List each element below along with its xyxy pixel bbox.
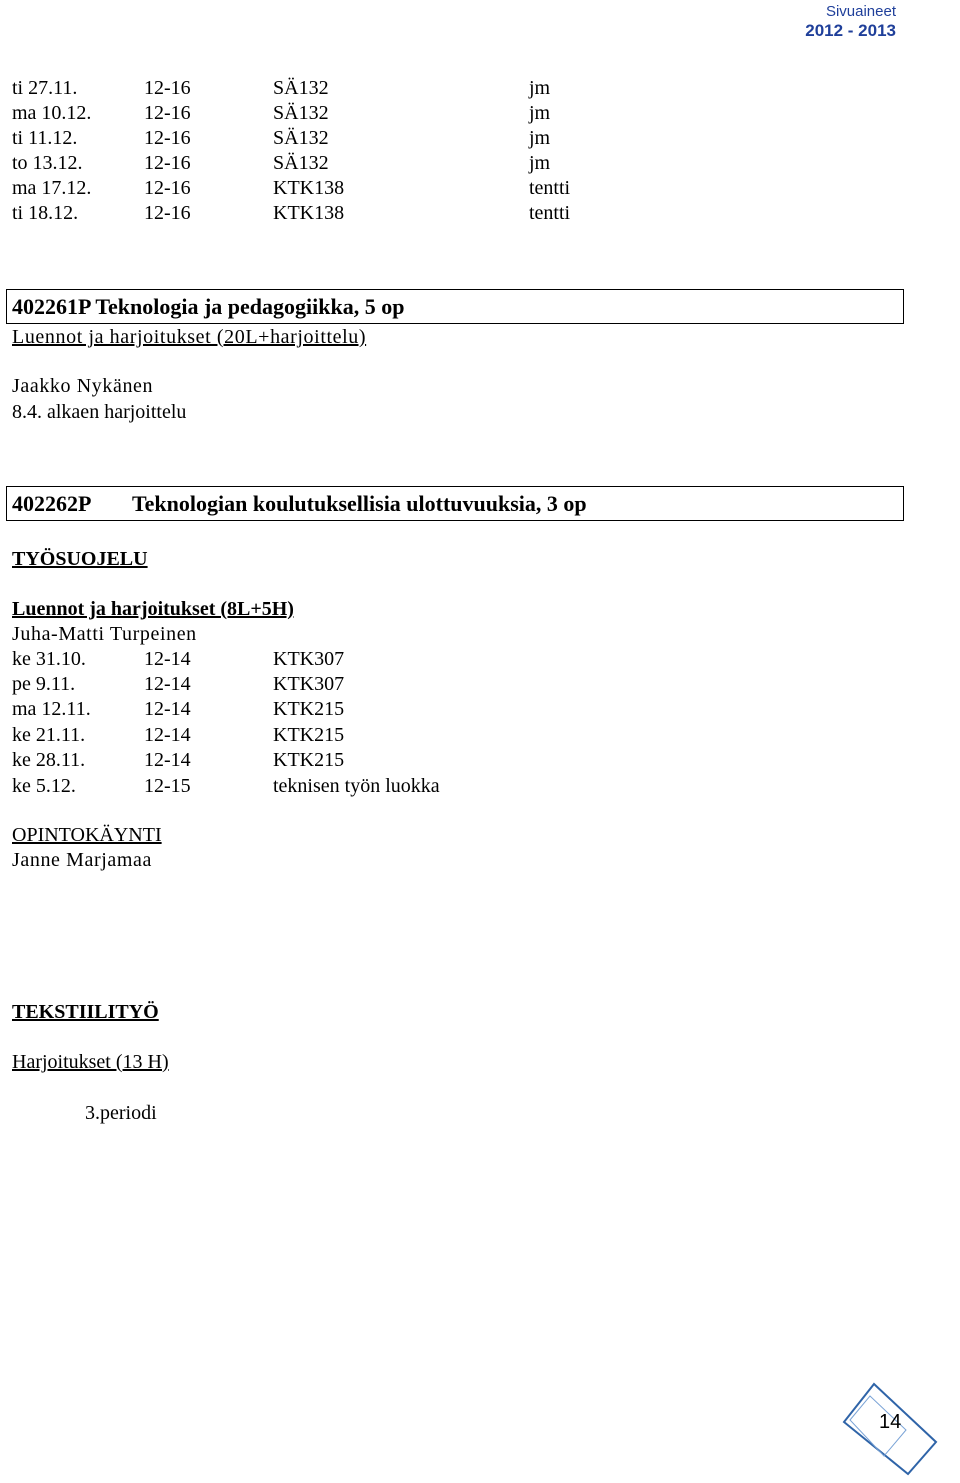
section-subheading: Luennot ja harjoitukset (8L+5H) (12, 598, 294, 620)
header-year: 2012 - 2013 (805, 21, 896, 40)
section-heading: TEKSTIILITYÖ (12, 1001, 159, 1023)
teacher-name: Janne Marjamaa (12, 849, 153, 871)
course-title: Teknologian koulutuksellisia ulottuvuuksia, 3 op (132, 491, 587, 516)
teacher-name: Jaakko Nykänen (12, 375, 154, 397)
course-note: 8.4. alkaen harjoittelu (12, 401, 187, 423)
page-number: 14 (879, 1411, 902, 1433)
course-title: 402261P Teknologia ja pedagogiikka, 5 op (12, 294, 405, 319)
section-subheading: Harjoitukset (13 H) (12, 1051, 169, 1073)
course-code: 402262P (12, 491, 92, 516)
course-subtitle: Luennot ja harjoitukset (20L+harjoittelu) (12, 326, 367, 348)
section-heading: OPINTOKÄYNTI (12, 824, 162, 846)
period-label: 3.periodi (85, 1102, 157, 1124)
page-number-badge (842, 1378, 942, 1478)
header-label: Sivuaineet (825, 3, 896, 20)
section-heading: TYÖSUOJELU (12, 548, 148, 570)
teacher-name: Juha-Matti Turpeinen (12, 623, 197, 645)
